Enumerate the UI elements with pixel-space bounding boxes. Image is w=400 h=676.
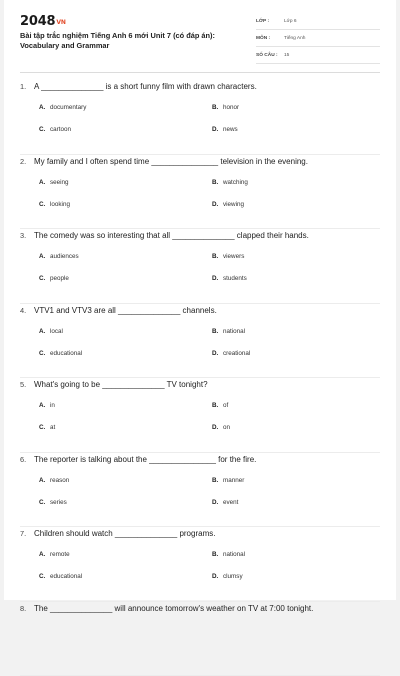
option-letter: D.: [212, 275, 223, 282]
question-item: [20, 229, 380, 304]
option-text: educational: [50, 573, 82, 580]
answer-option[interactable]: [39, 499, 67, 506]
question-item: [20, 80, 380, 155]
option-letter: C.: [39, 573, 50, 580]
option-letter: B.: [212, 477, 223, 484]
option-letter: A.: [39, 328, 50, 335]
option-text: manner: [223, 477, 244, 484]
question-stem: [20, 455, 256, 464]
option-text: series: [50, 499, 67, 506]
meta-value: Lớp 6: [284, 19, 296, 24]
meta-value: Tiếng Anh: [284, 36, 305, 41]
meta-row-subject: [256, 30, 380, 47]
option-text: audiences: [50, 253, 79, 260]
answer-option[interactable]: [39, 551, 70, 558]
option-text: national: [223, 551, 245, 558]
option-letter: B.: [212, 328, 223, 335]
option-text: creational: [223, 350, 250, 357]
question-stem: [20, 82, 257, 91]
answer-option[interactable]: [39, 201, 70, 208]
option-text: remote: [50, 551, 70, 558]
answer-option[interactable]: [212, 126, 238, 133]
option-letter: A.: [39, 402, 50, 409]
question-text: My family and I often spend time _______________ television in the evening.: [34, 157, 308, 166]
question-stem: [20, 306, 217, 315]
option-letter: D.: [212, 350, 223, 357]
question-number: 8.: [20, 604, 34, 613]
question-item: [20, 155, 380, 230]
question-item: [20, 304, 380, 379]
meta-label: SỐ CÂU :: [256, 53, 284, 58]
question-text: What's going to be ______________ TV tonight?: [34, 380, 208, 389]
answer-option[interactable]: [39, 350, 82, 357]
question-number: 5.: [20, 380, 34, 389]
answer-option[interactable]: [212, 402, 228, 409]
question-number: 3.: [20, 231, 34, 240]
answer-option[interactable]: [212, 573, 243, 580]
answer-option[interactable]: [39, 275, 69, 282]
option-text: reason: [50, 477, 69, 484]
option-letter: A.: [39, 551, 50, 558]
answer-option[interactable]: [212, 275, 247, 282]
option-letter: A.: [39, 104, 50, 111]
meta-row-class: [256, 13, 380, 30]
option-letter: A.: [39, 179, 50, 186]
option-letter: B.: [212, 104, 223, 111]
option-text: on: [223, 424, 230, 431]
answer-option[interactable]: [212, 499, 238, 506]
page-header: [4, 0, 396, 64]
option-letter: A.: [39, 253, 50, 260]
option-text: in: [50, 402, 55, 409]
question-number: 6.: [20, 455, 34, 464]
question-stem: [20, 231, 309, 240]
question-number: 4.: [20, 306, 34, 315]
header-divider: [20, 72, 380, 73]
option-letter: C.: [39, 350, 50, 357]
question-stem: [20, 380, 208, 389]
question-item: [20, 453, 380, 528]
quiz-meta: [256, 13, 380, 64]
question-item: [20, 527, 380, 602]
option-letter: D.: [212, 499, 223, 506]
question-stem: [20, 529, 215, 538]
option-text: documentary: [50, 104, 86, 111]
option-text: clumsy: [223, 573, 243, 580]
option-text: students: [223, 275, 247, 282]
answer-option[interactable]: [39, 573, 82, 580]
option-text: seeing: [50, 179, 69, 186]
meta-label: LỚP :: [256, 19, 284, 24]
logo-text: 2048: [20, 14, 55, 29]
answer-option[interactable]: [39, 179, 69, 186]
logo-suffix: VN: [56, 19, 65, 26]
question-text: The comedy was so interesting that all ______________ clapped their hands.: [34, 231, 309, 240]
question-item: [20, 378, 380, 453]
option-text: watching: [223, 179, 248, 186]
option-letter: D.: [212, 126, 223, 133]
option-text: viewing: [223, 201, 244, 208]
question-text: A ______________ is a short funny film with drawn characters.: [34, 82, 257, 91]
answer-option[interactable]: [39, 424, 55, 431]
option-letter: B.: [212, 253, 223, 260]
option-text: at: [50, 424, 55, 431]
option-letter: D.: [212, 201, 223, 208]
question-number: 1.: [20, 82, 34, 91]
option-letter: B.: [212, 402, 223, 409]
option-letter: B.: [212, 179, 223, 186]
option-text: educational: [50, 350, 82, 357]
answer-option[interactable]: [212, 424, 230, 431]
option-letter: C.: [39, 275, 50, 282]
option-letter: A.: [39, 477, 50, 484]
option-text: cartoon: [50, 126, 71, 133]
answer-option[interactable]: [212, 104, 239, 111]
answer-option[interactable]: [39, 402, 55, 409]
option-text: looking: [50, 201, 70, 208]
question-number: 2.: [20, 157, 34, 166]
meta-row-count: [256, 47, 380, 64]
option-letter: C.: [39, 126, 50, 133]
question-item: [20, 602, 380, 676]
meta-value: 15: [284, 53, 289, 58]
option-text: news: [223, 126, 238, 133]
question-number: 7.: [20, 529, 34, 538]
option-text: local: [50, 328, 63, 335]
option-text: of: [223, 402, 228, 409]
answer-option[interactable]: [212, 179, 248, 186]
page-title: Bài tập trắc nghiệm Tiếng Anh 6 mới Unit 7 (có đáp án): Vocabulary and Grammar: [20, 31, 245, 50]
quiz-page: [4, 0, 396, 600]
option-text: viewers: [223, 253, 244, 260]
answer-option[interactable]: [39, 477, 69, 484]
option-letter: D.: [212, 424, 223, 431]
answer-option[interactable]: [39, 253, 79, 260]
question-stem: [20, 157, 308, 166]
answer-option[interactable]: [39, 126, 71, 133]
answer-option[interactable]: [212, 551, 245, 558]
answer-option[interactable]: [39, 104, 86, 111]
option-letter: C.: [39, 201, 50, 208]
answer-option[interactable]: [212, 201, 244, 208]
meta-label: MÔN :: [256, 36, 284, 41]
option-letter: B.: [212, 551, 223, 558]
answer-option[interactable]: [212, 477, 244, 484]
option-letter: D.: [212, 573, 223, 580]
option-text: event: [223, 499, 238, 506]
answer-option[interactable]: [212, 253, 244, 260]
answer-option[interactable]: [212, 350, 250, 357]
answer-option[interactable]: [39, 328, 63, 335]
question-text: The ______________ will announce tomorrow's weather on TV at 7:00 tonight.: [34, 604, 313, 613]
option-letter: C.: [39, 424, 50, 431]
question-text: Children should watch ______________ programs.: [34, 529, 215, 538]
option-text: honor: [223, 104, 239, 111]
option-text: national: [223, 328, 245, 335]
question-list: [4, 80, 396, 676]
question-stem: [20, 604, 313, 613]
option-text: people: [50, 275, 69, 282]
question-text: VTV1 and VTV3 are all ______________ channels.: [34, 306, 217, 315]
question-text: The reporter is talking about the _______________ for the fire.: [34, 455, 256, 464]
answer-option[interactable]: [212, 328, 245, 335]
site-logo[interactable]: [20, 14, 66, 29]
option-letter: C.: [39, 499, 50, 506]
